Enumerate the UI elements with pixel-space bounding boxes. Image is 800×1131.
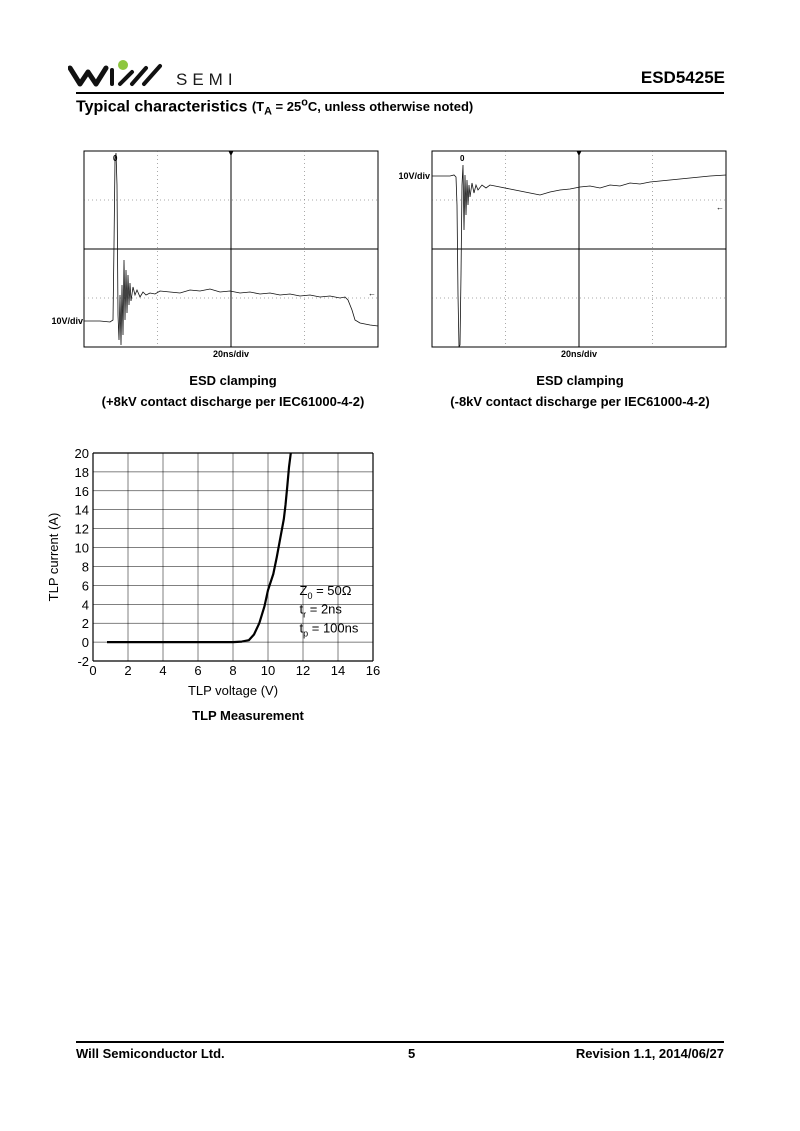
section-title-text: Typical characteristics (76, 98, 248, 116)
y-tick-label: 20 (74, 446, 89, 461)
scope2-caption (425, 370, 735, 412)
tlp-caption: TLP Measurement (192, 708, 304, 723)
horizontal-scale: 20ns/div (212, 349, 250, 359)
section-title (76, 97, 473, 118)
y-tick-label: 18 (74, 464, 89, 480)
y-tick-label: 6 (81, 578, 89, 594)
vertical-scale: 10V/div (51, 316, 83, 326)
x-tick-label: 2 (124, 663, 132, 678)
footer-revision: Revision 1.1, 2014/06/27 (575, 1046, 724, 1061)
x-tick-label: 12 (295, 663, 311, 678)
x-tick-label: 14 (330, 663, 346, 678)
trigger-arrow: ▼ (575, 149, 583, 158)
x-tick-label: 10 (260, 663, 276, 678)
x-tick-label: 0 (89, 663, 97, 678)
oscilloscope-plot-negative (390, 145, 735, 360)
y-tick-label: 2 (81, 616, 89, 632)
y-tick-label: 14 (74, 502, 89, 518)
x-tick-label: 4 (159, 663, 167, 678)
tlp-chart (40, 440, 400, 740)
tlp-y-ticks (75, 446, 89, 669)
y-tick-label: 16 (74, 483, 89, 499)
horizontal-scale: 20ns/div (560, 349, 598, 359)
footer-company: Will Semiconductor Ltd. (76, 1046, 225, 1061)
scope2-caption-line2: (-8kV contact discharge per IEC61000-4-2) (450, 394, 710, 409)
footer-rule (76, 1041, 724, 1043)
y-axis-label: TLP current (A) (46, 512, 61, 602)
tlp-annotation (300, 583, 359, 639)
tlp-x-ticks (89, 663, 380, 678)
footer-page-number: 5 (408, 1046, 416, 1061)
x-tick-label: 16 (365, 663, 381, 678)
annotation-z0: $Z_0 = 50\Omega$ (299, 582, 352, 601)
trigger-marker: 0 (113, 154, 118, 163)
y-tick-label: -2 (77, 654, 89, 669)
y-tick-label: 4 (81, 597, 89, 613)
level-arrow: ← (716, 203, 724, 212)
x-tick-label: 6 (194, 663, 202, 678)
trigger-arrow: ▼ (227, 149, 235, 158)
scope1-caption-line2: (+8kV contact discharge per IEC61000-4-2) (101, 394, 365, 409)
scope2-caption-line1: ESD clamping (536, 373, 624, 388)
company-logo (68, 60, 268, 90)
annotation-tp: $t_p = 100ns$ (299, 620, 359, 639)
y-tick-label: 10 (74, 540, 89, 556)
part-number: ESD5425E (640, 68, 725, 87)
vertical-scale: 10V/div (398, 171, 430, 181)
annotation-tr: $t_r = 2ns$ (299, 601, 342, 620)
x-axis-label: TLP voltage (V) (187, 683, 279, 698)
y-tick-label: 12 (74, 521, 89, 537)
scope1-caption-line1: ESD clamping (189, 373, 277, 388)
trigger-marker: 0 (460, 154, 465, 163)
header-rule (76, 92, 724, 94)
y-tick-label: 8 (81, 559, 89, 575)
y-tick-label: 0 (81, 635, 89, 651)
level-arrow: ← (368, 289, 376, 298)
oscilloscope-plot-positive (40, 145, 385, 360)
scope1-caption (78, 370, 388, 412)
x-tick-label: 8 (229, 663, 237, 678)
section-condition: ($T_A = 25^oC$, unless otherwise noted) (251, 97, 474, 118)
logo-text: SEMI (176, 70, 238, 89)
